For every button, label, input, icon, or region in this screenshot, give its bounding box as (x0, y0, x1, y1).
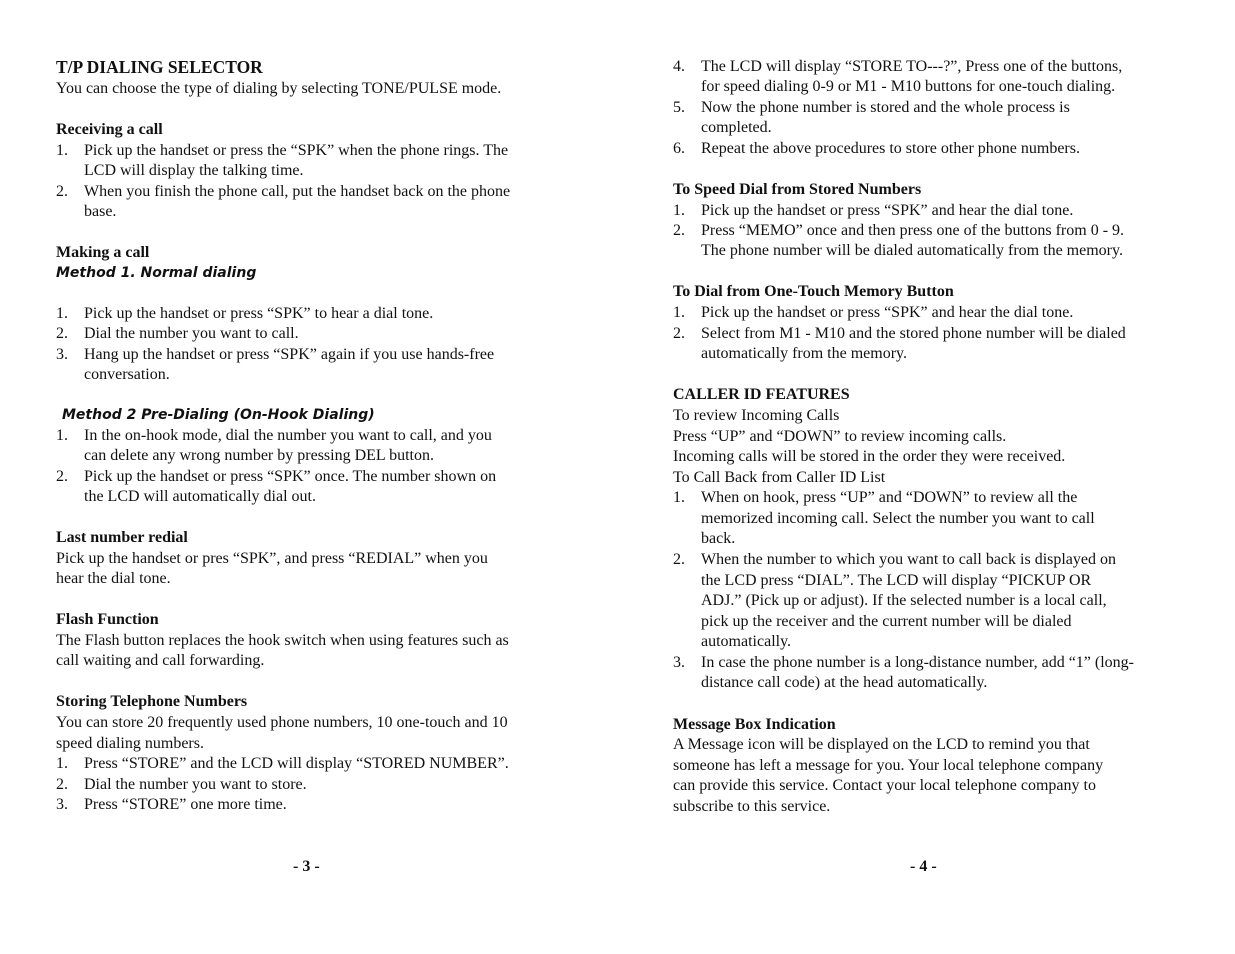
list-item-line: Press “STORE” and the LCD will display “STORED NUMBER”. (84, 755, 509, 772)
list-item-line: completed. (701, 119, 772, 136)
intro-text: You can choose the type of dialing by selecting TONE/PULSE mode. (56, 80, 502, 97)
list-number: 1. (673, 202, 685, 219)
paragraph-line: call waiting and call forwarding. (56, 652, 265, 669)
list-number: 3. (673, 654, 685, 671)
heading-flash-function: Flash Function (56, 611, 159, 628)
list-item-line: Pick up the handset or press “SPK” once. The number shown on (84, 468, 497, 485)
heading-last-number-redial: Last number redial (56, 529, 188, 546)
heading-receiving-call: Receiving a call (56, 121, 163, 138)
list-item-line: When on hook, press “UP” and “DOWN” to review all the (701, 489, 1078, 506)
list-item-line: Press “STORE” one more time. (84, 796, 287, 813)
list-number: 1. (673, 304, 685, 321)
list-number: 2. (56, 325, 68, 342)
list-item-line: Now the phone number is stored and the whole process is (701, 99, 1070, 116)
list-item-line: the LCD will automatically dial out. (84, 488, 316, 505)
list-item-line: conversation. (84, 366, 170, 383)
heading-message-box: Message Box Indication (673, 716, 836, 733)
list-item-line: Hang up the handset or press “SPK” again if you use hands-free (84, 346, 495, 363)
list-item-line: When you finish the phone call, put the handset back on the phone (84, 183, 511, 200)
list-number: 1. (56, 427, 68, 444)
paragraph-line: The Flash button replaces the hook switch when using features such as (56, 632, 509, 649)
list-number: 2. (673, 325, 685, 342)
heading-one-touch-memory: To Dial from One-Touch Memory Button (673, 283, 954, 300)
list-item-line: Pick up the handset or press “SPK” and hear the dial tone. (701, 202, 1074, 219)
list-item-line: ADJ.” (Pick up or adjust). If the selected number is a local call, (701, 592, 1107, 609)
list-item-line: automatically. (701, 633, 792, 650)
list-number: 2. (56, 183, 68, 200)
paragraph-line: Pick up the handset or pres “SPK”, and press “REDIAL” when you (56, 550, 488, 567)
list-item-line: Pick up the handset or press “SPK” and hear the dial tone. (701, 304, 1074, 321)
paragraph-line: Press “UP” and “DOWN” to review incoming calls. (673, 428, 1007, 445)
list-item-line: base. (84, 203, 117, 220)
paragraph-line: someone has left a message for you. Your local telephone company (673, 757, 1104, 774)
list-item-line: When the number to which you want to call back is displayed on (701, 551, 1117, 568)
paragraph-line: You can store 20 frequently used phone numbers, 10 one-touch and 10 (56, 714, 508, 731)
paragraph-line: speed dialing numbers. (56, 735, 204, 752)
list-item-line: back. (701, 530, 736, 547)
list-item-line: for speed dialing 0-9 or M1 - M10 buttons for one-touch dialing. (701, 78, 1116, 95)
paragraph-line: A Message icon will be displayed on the LCD to remind you that (673, 736, 1090, 753)
list-item-line: In case the phone number is a long-distance number, add “1” (long- (701, 654, 1134, 671)
list-item-line: distance call code) at the head automatically. (701, 674, 988, 691)
page-number: - 4 - (910, 858, 937, 875)
list-number: 2. (673, 551, 685, 568)
list-item-line: LCD will display the talking time. (84, 162, 304, 179)
list-number: 3. (56, 796, 68, 813)
list-number: 1. (56, 755, 68, 772)
list-item-line: Pick up the handset or press “SPK” to hear a dial tone. (84, 305, 434, 322)
list-number: 2. (56, 468, 68, 485)
list-item-line: Select from M1 - M10 and the stored phone number will be dialed (701, 325, 1126, 342)
list-item-line: Dial the number you want to call. (84, 325, 299, 342)
list-item-line: Press “MEMO” once and then press one of the buttons from 0 - 9. (701, 222, 1125, 239)
list-number: 3. (56, 346, 68, 363)
list-number: 1. (673, 489, 685, 506)
heading-caller-id-features: CALLER ID FEATURES (673, 386, 850, 403)
list-number: 1. (56, 142, 68, 159)
page-number: - 3 - (293, 858, 320, 875)
method-2-heading: Method 2 Pre-Dialing (On-Hook Dialing) (62, 407, 375, 423)
list-item-line: Repeat the above procedures to store other phone numbers. (701, 140, 1080, 157)
list-item-line: pick up the receiver and the current number will be dialed (701, 613, 1072, 630)
list-number: 1. (56, 305, 68, 322)
list-item-line: the LCD press “DIAL”. The LCD will display “PICKUP OR (701, 572, 1092, 589)
heading-making-call: Making a call (56, 244, 150, 261)
list-item-line: In the on-hook mode, dial the number you want to call, and you (84, 427, 492, 444)
list-item-line: Pick up the handset or press the “SPK” when the phone rings. The (84, 142, 509, 159)
paragraph-line: subscribe to this service. (673, 798, 831, 815)
paragraph-line: To Call Back from Caller ID List (673, 469, 886, 486)
list-item-line: memorized incoming call. Select the number you want to call (701, 510, 1095, 527)
paragraph-line: Incoming calls will be stored in the order they were received. (673, 448, 1066, 465)
paragraph-line: To review Incoming Calls (673, 407, 840, 424)
list-number: 4. (673, 58, 685, 75)
section-title-tp-dialing: T/P DIALING SELECTOR (56, 57, 263, 77)
list-item-line: The phone number will be dialed automatically from the memory. (701, 242, 1123, 259)
paragraph-line: hear the dial tone. (56, 570, 171, 587)
list-number: 6. (673, 140, 685, 157)
list-number: 2. (673, 222, 685, 239)
list-number: 5. (673, 99, 685, 116)
list-item-line: Dial the number you want to store. (84, 776, 307, 793)
heading-speed-dial: To Speed Dial from Stored Numbers (673, 181, 922, 198)
list-item-line: The LCD will display “STORE TO---?”, Press one of the buttons, (701, 58, 1123, 75)
method-1-heading: Method 1. Normal dialing (56, 265, 257, 281)
list-item-line: can delete any wrong number by pressing DEL button. (84, 447, 434, 464)
heading-storing-numbers: Storing Telephone Numbers (56, 693, 248, 710)
paragraph-line: can provide this service. Contact your local telephone company to (673, 777, 1096, 794)
list-item-line: automatically from the memory. (701, 345, 908, 362)
list-number: 2. (56, 776, 68, 793)
